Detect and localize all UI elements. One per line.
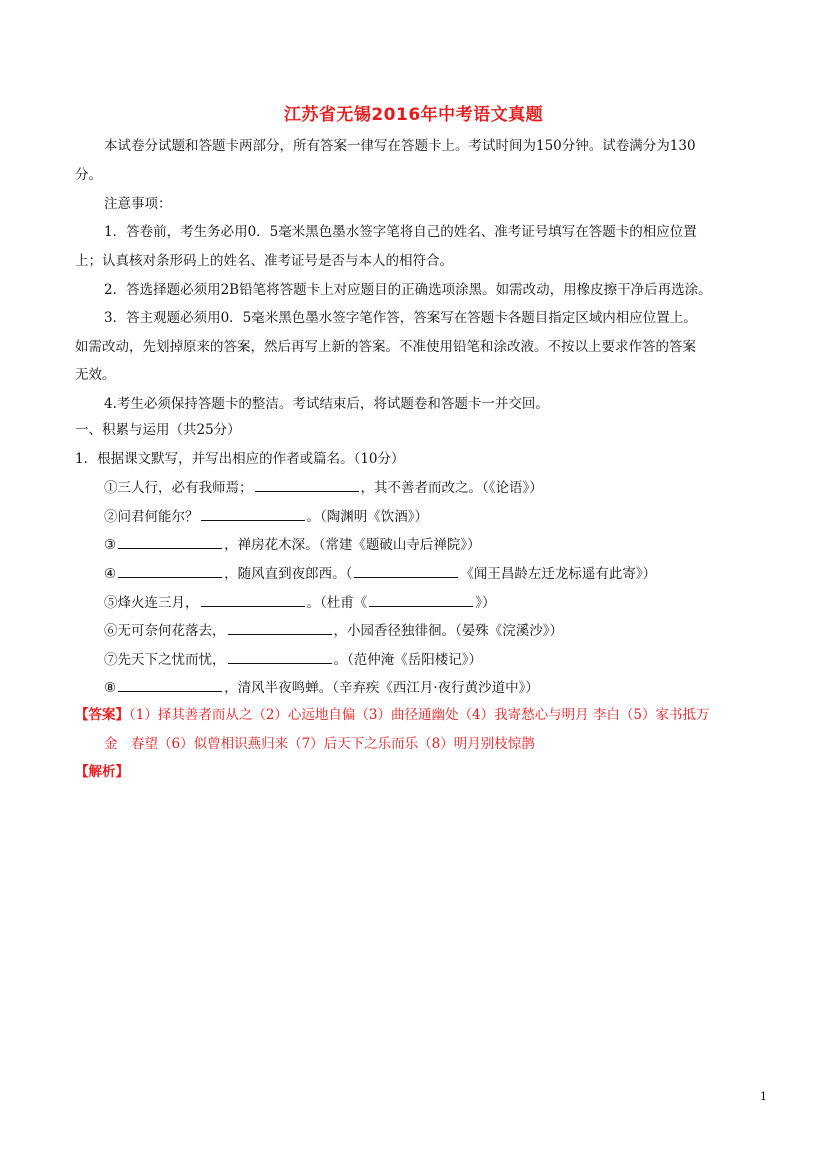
item-7-text-a: ⑦先天下之忧而忧，	[104, 652, 226, 668]
item-3-text-a: ③	[104, 537, 117, 553]
item-2-text-b: 。（陶渊明《饮酒》）	[306, 509, 428, 525]
note-3-line-2: 如需改动，先划掉原来的答案，然后再写上新的答案。不准使用铅笔和涂改液。不按以上要求作答的答案	[75, 339, 696, 355]
item-6-text-a: ⑥无可奈何花落去，	[104, 623, 226, 639]
fill-blank	[354, 563, 458, 578]
item-6-text-b: ，小园香径独徘徊。（晏殊《浣溪沙》）	[333, 623, 563, 639]
answer-text-2: 金 春望（6）似曾相识燕归来（7）后天下之乐而乐（8）明月别枝惊鹊	[104, 736, 535, 752]
item-4-text-c: 《闻王昌龄左迁龙标遥有此寄》）	[460, 566, 657, 582]
note-3-line-3: 无效。	[75, 367, 116, 383]
item-2-text-a: ②问君何能尔？	[104, 509, 199, 525]
fill-blank	[255, 477, 359, 492]
fill-blank	[228, 649, 332, 664]
item-3	[104, 534, 481, 555]
item-7	[104, 649, 482, 670]
item-1-text-b: ，其不善者而改之。（《论语》）	[360, 480, 543, 496]
fill-blank	[118, 677, 222, 692]
fill-blank	[118, 534, 222, 549]
item-3-text-b: ，禅房花木深。（常建《题破山寺后禅院》）	[224, 537, 481, 553]
intro-line-2: 分。	[75, 167, 102, 183]
item-4-text-a: ④	[104, 566, 117, 582]
fill-blank	[369, 592, 473, 607]
answer-line-1	[75, 705, 710, 725]
item-8-text-a: ⑧	[104, 680, 117, 696]
item-6	[104, 620, 563, 641]
notes-heading: 注意事项：	[104, 196, 172, 212]
answer-text-1: （1）择其善者而从之（2）心远地自偏（3）曲径通幽处（4）我寄愁心与明月 李白（5）家书抵万	[129, 707, 710, 723]
question-1: 1．根据课文默写，并写出相应的作者或篇名。（10分）	[75, 451, 405, 467]
item-8	[104, 677, 539, 698]
note-1-line-1: 1．答卷前，考生务必用0．5毫米黑色墨水签字笔将自己的姓名、准考证号填写在答题卡的相应位置	[104, 224, 697, 240]
item-2	[104, 506, 428, 527]
answer-label: 【答案】	[75, 707, 129, 723]
fill-blank	[201, 506, 305, 521]
item-5	[104, 592, 496, 613]
analysis-label: 【解析】	[75, 764, 129, 780]
fill-blank	[228, 620, 332, 635]
intro-line-1: 本试卷分试题和答题卡两部分，所有答案一律写在答题卡上。考试时间为150分钟。试卷满分为130	[104, 138, 696, 154]
note-3-line-1: 3．答主观题必须用0．5毫米黑色墨水签字笔作答，答案写在答题卡各题目指定区域内相应位置上。	[104, 310, 697, 326]
section-heading: 一、积累与运用（共25分）	[75, 422, 241, 438]
item-1-text-a: ①三人行，必有我师焉；	[104, 480, 253, 496]
item-7-text-b: 。（范仲淹《岳阳楼记》）	[333, 652, 482, 668]
item-5-text-c: 》）	[475, 595, 496, 611]
item-8-text-b: ，清风半夜鸣蝉。（辛弃疾《西江月·夜行黄沙道中》）	[224, 680, 539, 696]
item-5-text-b: 。（杜甫《	[306, 595, 368, 611]
note-4: 4.考生必须保持答题卡的整洁。考试结束后，将试题卷和答题卡一并交回。	[104, 396, 549, 412]
item-4-text-b: ，随风直到夜郎西。（	[224, 566, 353, 582]
note-2: 2．答选择题必须用2B铅笔将答题卡上对应题目的正确选项涂黑。如需改动，用橡皮擦干净后再选涂。	[104, 282, 712, 298]
page-number: 1	[760, 1090, 767, 1103]
item-5-text-a: ⑤烽火连三月，	[104, 595, 199, 611]
item-4	[104, 563, 656, 584]
note-1-line-2: 上；认真核对条形码上的姓名、准考证号是否与本人的相符合。	[75, 253, 453, 269]
fill-blank	[118, 563, 222, 578]
fill-blank	[201, 592, 305, 607]
page-title: 江苏省无锡2016年中考语文真题	[283, 105, 544, 125]
item-1	[104, 477, 543, 498]
